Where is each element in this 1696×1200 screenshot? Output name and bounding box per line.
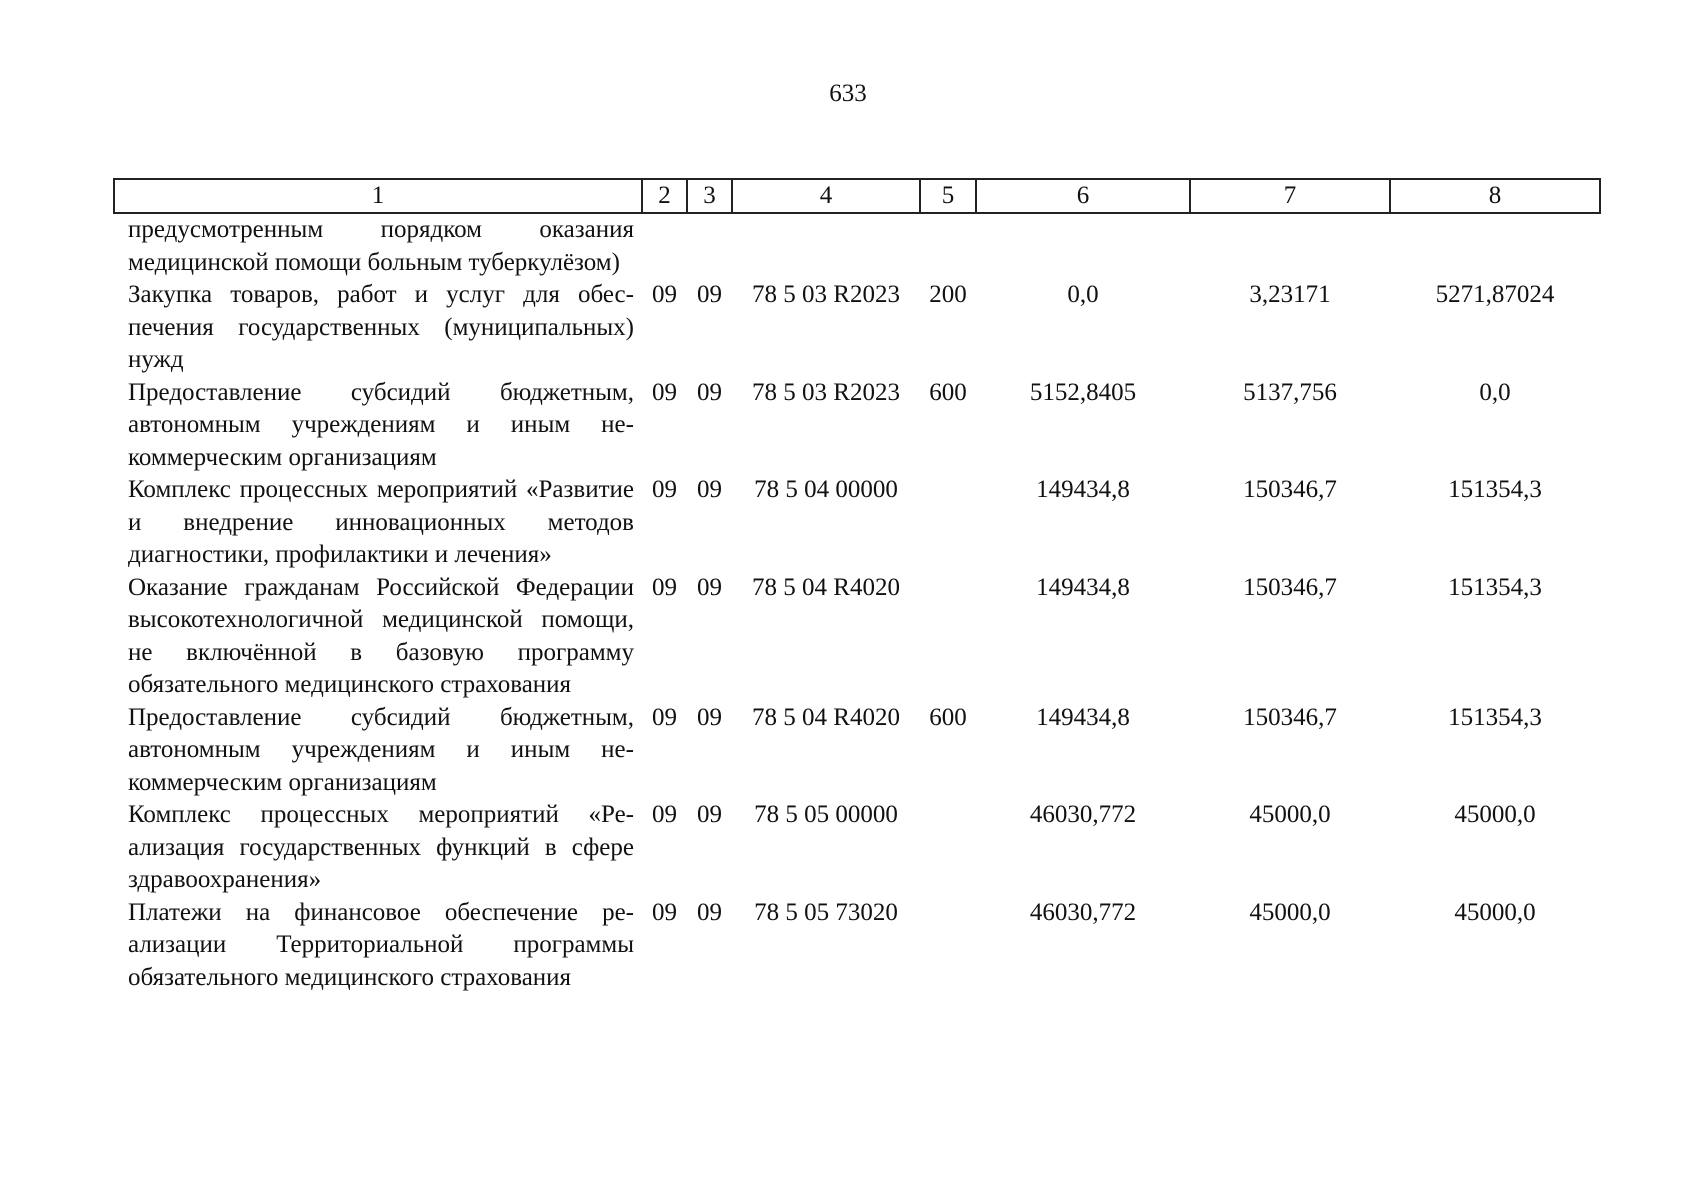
row-amount-col8: 151354,3 <box>1448 476 1542 503</box>
row-subsection: 09 <box>697 476 722 503</box>
budget-table <box>113 178 1601 994</box>
row-amount-col8: 45000,0 <box>1454 898 1536 926</box>
row-amount-col6 <box>976 213 1190 279</box>
header-row <box>114 179 1600 213</box>
row-amount-col8: 45000,0 <box>1454 801 1536 828</box>
row-subsection: 09 <box>697 378 722 406</box>
row-expense-type <box>920 897 976 995</box>
row-subsection <box>687 213 732 279</box>
table-header <box>114 179 1600 213</box>
row-amount-col8: 151354,3 <box>1448 703 1542 731</box>
row-amount-col6: 5152,8405 <box>1029 378 1137 406</box>
row-expense-type: 600 <box>929 378 967 406</box>
row-amount-col7: 45000,0 <box>1249 801 1331 828</box>
row-amount-col6: 46030,772 <box>1029 898 1137 926</box>
row-section: 09 <box>652 801 677 828</box>
table-body <box>114 213 1600 994</box>
row-amount-col7: 150346,7 <box>1243 703 1337 731</box>
row-amount-col8: 5271,87024 <box>1435 281 1555 308</box>
row-target-article: 78 5 04 R4020 <box>752 573 900 601</box>
table-row <box>114 213 1600 279</box>
row-target-article: 78 5 04 R4020 <box>752 703 900 731</box>
column-header-5: 5 <box>920 179 976 213</box>
row-amount-col6: 149434,8 <box>1036 476 1130 503</box>
column-header-6: 6 <box>976 179 1190 213</box>
row-section: 09 <box>652 573 677 601</box>
row-name: Предоставление субсидий бюджетным, автономным учреждениям и иным некоммерческим организациям <box>128 378 634 471</box>
row-amount-col7: 5137,756 <box>1243 378 1337 406</box>
row-target-article: 78 5 05 00000 <box>754 801 898 828</box>
column-header-1: 1 <box>114 179 642 213</box>
column-header-4: 4 <box>732 179 920 213</box>
row-section: 09 <box>652 281 677 308</box>
row-subsection: 09 <box>697 573 722 601</box>
row-expense-type <box>920 213 976 279</box>
row-name: Комплекс процессных мероприятий «Реализация государственных функций в сфере здравоохранения» <box>128 801 634 893</box>
row-section: 09 <box>652 703 677 731</box>
row-amount-col8: 0,0 <box>1479 378 1511 406</box>
row-amount-col6: 46030,772 <box>1029 801 1137 828</box>
row-subsection: 09 <box>697 703 722 731</box>
row-name: Платежи на финансовое обеспечение реализации Территориальной программы обязательного медицинского страхования <box>128 898 634 991</box>
row-name: Комплекс процессных мероприятий «Развитие и внедрение инновационных методов диагностики, профилактики и лечения» <box>128 476 634 568</box>
row-amount-col7 <box>1190 213 1390 279</box>
table-row <box>114 377 1600 475</box>
row-expense-type <box>920 799 976 897</box>
row-target-article: 78 5 05 73020 <box>754 898 898 926</box>
row-subsection: 09 <box>697 801 722 828</box>
row-target-article: 78 5 03 R2023 <box>752 378 900 406</box>
table-row <box>114 279 1600 377</box>
table-row <box>114 572 1600 702</box>
row-target-article: 78 5 04 00000 <box>754 476 898 503</box>
row-amount-col6: 149434,8 <box>1036 573 1130 601</box>
row-amount-col6: 149434,8 <box>1036 703 1130 731</box>
column-header-7: 7 <box>1190 179 1390 213</box>
column-header-8: 8 <box>1390 179 1600 213</box>
row-amount-col8 <box>1390 213 1600 279</box>
row-expense-type: 600 <box>929 703 967 731</box>
row-amount-col6: 0,0 <box>1067 281 1099 308</box>
page-number: 633 <box>829 80 867 107</box>
column-header-2: 2 <box>642 179 687 213</box>
row-target-article: 78 5 03 R2023 <box>752 281 900 308</box>
row-expense-type: 200 <box>929 281 967 308</box>
table-row <box>114 474 1600 572</box>
row-target-article <box>732 213 920 279</box>
row-amount-col7: 150346,7 <box>1243 573 1337 601</box>
row-name: Оказание гражданам Российской Федерации высокотехнологичной медицинской помощи, не включённой в базовую программу обязательного медицинского страхования <box>128 573 634 698</box>
row-subsection: 09 <box>697 281 722 308</box>
row-amount-col8: 151354,3 <box>1448 573 1542 601</box>
row-amount-col7: 3,23171 <box>1249 281 1331 308</box>
row-amount-col7: 45000,0 <box>1249 898 1331 926</box>
row-expense-type <box>920 572 976 702</box>
row-name: Закупка товаров, работ и услуг для обеспечения государственных (муниципальных) нужд <box>128 281 634 373</box>
row-name: Предоставление субсидий бюджетным, автономным учреждениям и иным некоммерческим организациям <box>128 703 634 796</box>
table-row <box>114 799 1600 897</box>
table-row <box>114 897 1600 995</box>
column-header-3: 3 <box>687 179 732 213</box>
row-section: 09 <box>652 378 677 406</box>
row-expense-type <box>920 474 976 572</box>
row-section: 09 <box>652 898 677 926</box>
row-section: 09 <box>652 476 677 503</box>
row-subsection: 09 <box>697 898 722 926</box>
row-amount-col7: 150346,7 <box>1243 476 1337 503</box>
row-section <box>642 213 687 279</box>
table-row <box>114 702 1600 800</box>
row-name: предусмотренным порядком оказания медицинской помощи больным туберкулёзом) <box>128 216 634 276</box>
